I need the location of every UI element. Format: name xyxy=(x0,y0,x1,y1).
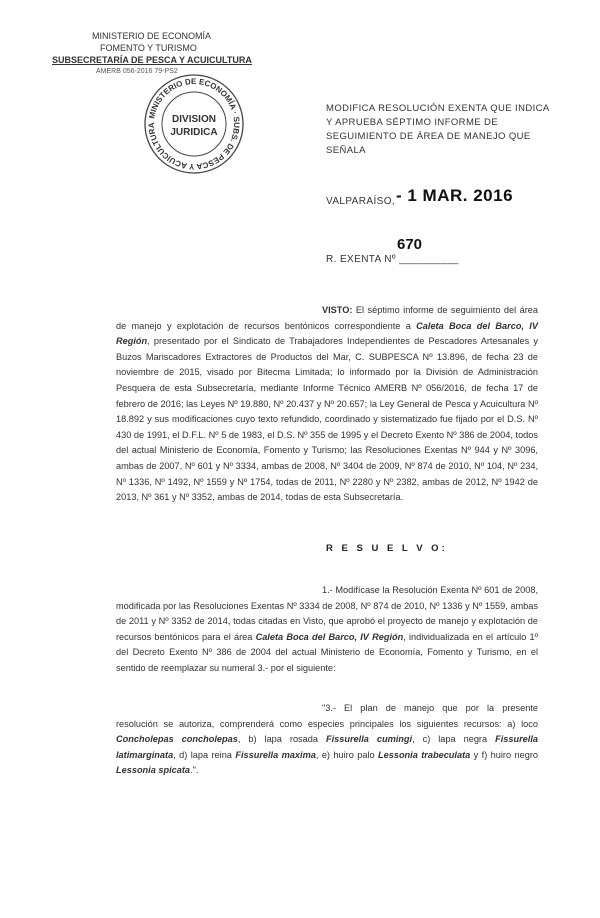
quote-text-3: , c) lapa negra xyxy=(412,734,496,745)
resuelvo-text-1: 1.- Modifícase la Resolución Exenta Nº 601 de 2008, modificada por las Resoluciones Exentas Nº 3334 de 2008, Nº 874 de 2010, Nº 1336 y Nº 1559, ambas de 2011 y Nº 3352 de 2014, todas citadas en Visto, que aprobó el proyecto de manejo y explotación de recursos bentónicos para el área xyxy=(116,585,538,642)
quote-text-5: , e) huiro palo xyxy=(315,749,378,760)
visto-paragraph xyxy=(116,303,538,506)
place-label: VALPARAÍSO, xyxy=(326,196,396,207)
quote-text-1: "3.- El plan de manejo que por la presente resolución se autoriza, comprenderá como especies principales los siguientes recursos: a) loco xyxy=(116,703,538,729)
document-subject: MODIFICA RESOLUCIÓN EXENTA QUE INDICA Y APRUEBA SÉPTIMO INFORME DE SEGUIMIENTO DE ÁREA DE MANEJO QUE SEÑALA xyxy=(326,103,550,156)
stamp-line-1: DIVISION xyxy=(172,114,216,125)
resuelvo-text-2: , individualizada en el artículo 1º del Decreto Exento Nº 386 de 2004 del actual Ministerio de Economía, Fomento y Turismo, en el sentido de reemplazar su numeral 3.- por el siguiente: xyxy=(116,631,538,673)
quote-text-7: .". xyxy=(190,765,199,776)
resolution-number: 670 xyxy=(397,236,423,253)
species-4: Fissurella maxima xyxy=(235,749,316,760)
species-6: Lessonia spicata xyxy=(116,765,191,776)
division-juridica-stamp xyxy=(142,72,246,176)
ministry-name-2: FOMENTO Y TURISMO xyxy=(100,43,197,53)
species-1: Concholepas concholepas xyxy=(116,734,238,745)
quote-text-2: , b) lapa rosada xyxy=(237,734,326,745)
quote-text-4: , d) lapa reina xyxy=(173,749,236,760)
resuelvo-paragraph-1 xyxy=(116,583,538,677)
quote-text-6: y f) huiro negro xyxy=(470,749,538,760)
visto-label: VISTO: xyxy=(322,305,353,315)
species-5: Lessonia trabeculata xyxy=(378,749,471,760)
species-3: Fissurella latimarginata xyxy=(116,734,538,760)
reference-code: AMERB 056-2016 79-PS2 xyxy=(96,68,178,75)
resuelvo-place: Caleta Boca del Barco, IV Región xyxy=(255,631,404,642)
document-date: - 1 MAR. 2016 xyxy=(396,186,514,205)
ministry-name: MINISTERIO DE ECONOMÍA xyxy=(92,31,212,41)
resolution-label xyxy=(326,254,459,265)
ministry-header xyxy=(52,30,292,78)
stamp-outer-text: MINISTERIO DE ECONOMÍA · SUBS. DE PESCA Y ACUICULTURA xyxy=(146,76,242,172)
resolution-blank: __________ xyxy=(399,254,459,265)
stamp-seal xyxy=(142,72,246,176)
quoted-numeral-3 xyxy=(116,701,538,779)
resuelvo-heading: R E S U E L V O: xyxy=(326,543,448,554)
visto-place: Caleta Boca del Barco, IV Región xyxy=(116,320,538,347)
stamp-line-2: JURIDICA xyxy=(170,127,218,138)
resolution-label-text: R. EXENTA Nº xyxy=(326,254,396,265)
subsecretaria-name: SUBSECRETARÍA DE PESCA Y ACUICULTURA xyxy=(52,55,252,65)
species-2: Fissurella cumingi xyxy=(325,734,413,745)
visto-text-1: El séptimo informe de seguimiento del área de manejo y explotación de recursos bentónicos correspondiente a xyxy=(116,305,538,331)
visto-text-2: , presentado por el Sindicato de Trabajadores Independientes de Pescadores Artesanales y Buzos Mariscadores Extractores de Productos del Mar, C. SUBPESCA Nº 13.896, de fecha 23 de noviembre de 2015, visado por Bitecma Limitada; lo informado por la División de Administración Pesquera de esta Subsecretaría, mediante Informe Técnico AMERB Nº 056/2016, de fecha 17 de febrero de 2016; las Leyes Nº 19.880, Nº 20.437 y Nº 20.657; la Ley General de Pesca y Acuicultura Nº 18.892 y sus modificaciones cuyo texto refundido, coordinado y sistematizado fue fijado por el D.S. Nº 430 de 1991, el D.F.L. Nº 5 de 1983, el D.S. Nº 355 de 1995 y el Decreto Exento Nº 386 de 2004, todos del actual Ministerio de Economía, Fomento y Turismo; las Resoluciones Exentas Nº 944 y Nº 3096, ambas de 2007, Nº 601 y Nº 3334, ambas de 2008, Nº 3404 de 2009, Nº 874 de 2010, Nº 104, Nº 234, Nº 1336, Nº 1492, Nº 1559 y Nº 1754, todas de 2011, Nº 2280 y Nº 2382, ambas de 2012, Nº 1942 de 2013, Nº 361 y Nº 3352, ambas de 2014, todas de esta Subsecretaría. xyxy=(116,336,538,503)
